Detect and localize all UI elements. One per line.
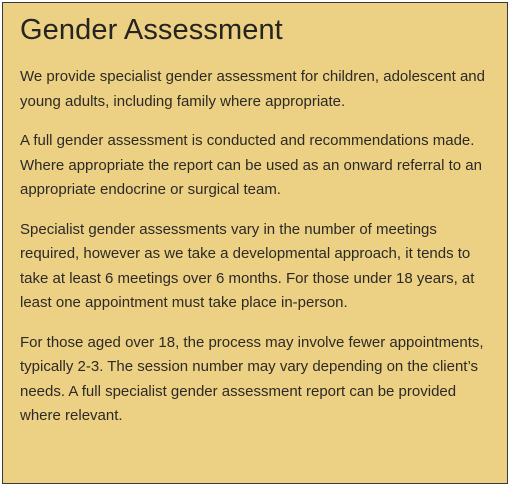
- paragraph-under-18: Specialist gender assessments vary in the number of meetings required, however as we take a developmental approach, it tends to take at least 6 meetings over 6 months. For those under 18 years, at least one appointment must take place in-person.: [20, 220, 475, 311]
- card-title: Gender Assessment: [20, 14, 283, 46]
- paragraph-report: A full gender assessment is conducted and recommendations made. Where appropriate the report can be used as an onward referral to an appropriate endocrine or surgical team.: [20, 132, 482, 198]
- paragraph-overview: We provide specialist gender assessment for children, adolescent and young adults, including family where appropriate.: [20, 68, 485, 110]
- paragraph-over-18: For those aged over 18, the process may involve fewer appointments, typically 2-3. The session number may vary depending on the client’s needs. A full specialist gender assessment report can be provided where relevant.: [20, 333, 484, 424]
- gender-assessment-card: [2, 2, 508, 484]
